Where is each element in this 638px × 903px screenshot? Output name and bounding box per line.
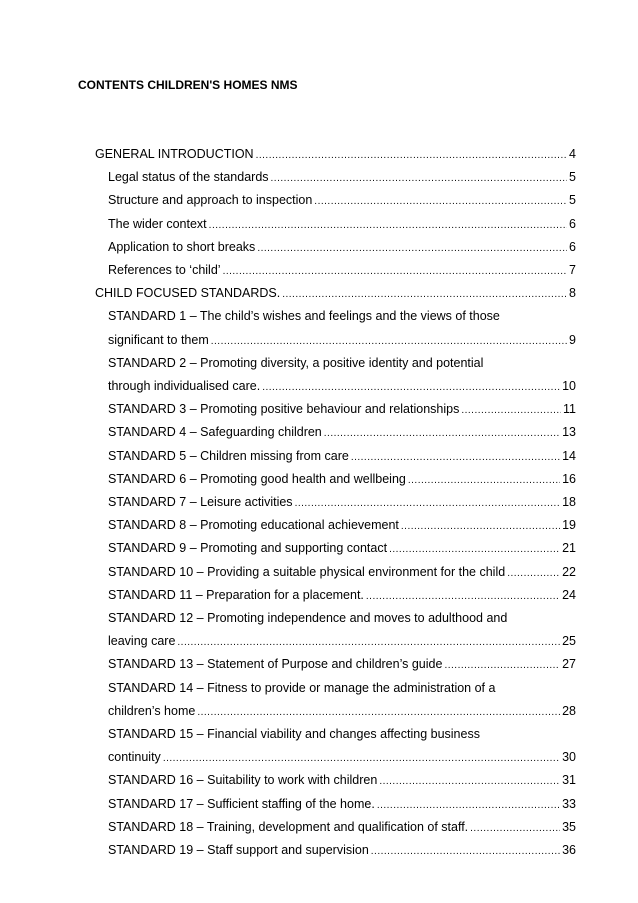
toc-entry bbox=[108, 607, 576, 629]
toc-entry bbox=[95, 282, 576, 304]
toc-entry-page: 8 bbox=[569, 286, 576, 300]
toc-entry-page: 4 bbox=[569, 147, 576, 161]
toc-entry-page: 6 bbox=[569, 240, 576, 254]
toc-entry-page: 5 bbox=[569, 193, 576, 207]
dot-leader bbox=[351, 447, 560, 469]
toc-entry-page: 25 bbox=[562, 634, 576, 648]
dot-leader bbox=[470, 818, 560, 840]
toc-entry-title: leaving care bbox=[108, 634, 176, 648]
toc-entry bbox=[108, 700, 576, 722]
toc-entry-title: STANDARD 17 – Sufficient staffing of the home. bbox=[108, 797, 375, 811]
dot-leader bbox=[197, 702, 560, 724]
toc-entry bbox=[108, 769, 576, 791]
toc-entry-title: Application to short breaks bbox=[108, 240, 256, 254]
toc-entry bbox=[108, 421, 576, 443]
page-title: CONTENTS CHILDREN'S HOMES NMS bbox=[78, 78, 298, 92]
toc-entry bbox=[108, 561, 576, 583]
toc-entry-page: 7 bbox=[569, 263, 576, 277]
toc-entry bbox=[95, 143, 576, 165]
toc-entry-page: 16 bbox=[562, 472, 576, 486]
toc-entry-page: 27 bbox=[562, 657, 576, 671]
toc-entry-page: 19 bbox=[562, 518, 576, 532]
dot-leader bbox=[461, 400, 561, 422]
toc-entry-title: STANDARD 4 – Safeguarding children bbox=[108, 425, 322, 439]
dot-leader bbox=[366, 586, 560, 608]
dot-leader bbox=[408, 470, 560, 492]
toc-entry bbox=[108, 746, 576, 768]
toc-entry bbox=[108, 468, 576, 490]
toc-entry-title: CHILD FOCUSED STANDARDS. bbox=[95, 286, 281, 300]
toc-entry bbox=[108, 816, 576, 838]
dot-leader bbox=[177, 632, 560, 654]
toc-entry bbox=[108, 166, 576, 188]
toc-entry bbox=[108, 445, 576, 467]
dot-leader bbox=[507, 563, 560, 585]
toc-entry-title: STANDARD 11 – Preparation for a placement. bbox=[108, 588, 364, 602]
toc-entry bbox=[108, 653, 576, 675]
toc-entry-page: 30 bbox=[562, 750, 576, 764]
toc-entry bbox=[108, 352, 576, 374]
toc-entry-title: STANDARD 2 – Promoting diversity, a positive identity and potential bbox=[108, 356, 484, 370]
toc-entry-page: 24 bbox=[562, 588, 576, 602]
toc-entry-title: STANDARD 1 – The child’s wishes and feelings and the views of those bbox=[108, 309, 500, 323]
toc-entry-title: The wider context bbox=[108, 217, 207, 231]
dot-leader bbox=[211, 331, 567, 353]
toc-entry bbox=[108, 514, 576, 536]
dot-leader bbox=[377, 795, 560, 817]
dot-leader bbox=[209, 215, 567, 237]
toc-entry-page: 21 bbox=[562, 541, 576, 555]
toc-entry-title: STANDARD 7 – Leisure activities bbox=[108, 495, 293, 509]
toc-entry bbox=[108, 189, 576, 211]
toc-entry-title: GENERAL INTRODUCTION bbox=[95, 147, 254, 161]
toc-entry bbox=[108, 491, 576, 513]
toc-entry-title: STANDARD 15 – Financial viability and changes affecting business bbox=[108, 727, 480, 741]
toc-entry-title: STANDARD 16 – Suitability to work with children bbox=[108, 773, 378, 787]
toc-entry-page: 35 bbox=[562, 820, 576, 834]
toc-entry-title: STANDARD 10 – Providing a suitable physical environment for the child bbox=[108, 565, 506, 579]
dot-leader bbox=[271, 168, 568, 190]
toc-entry-title: through individualised care. bbox=[108, 379, 261, 393]
toc-entry bbox=[108, 398, 576, 420]
toc-entry bbox=[108, 375, 576, 397]
dot-leader bbox=[262, 377, 560, 399]
toc-entry-title: STANDARD 3 – Promoting positive behaviour and relationships bbox=[108, 402, 460, 416]
toc-entry-page: 28 bbox=[562, 704, 576, 718]
toc-entry-page: 14 bbox=[562, 449, 576, 463]
dot-leader bbox=[295, 493, 561, 515]
toc-entry bbox=[108, 236, 576, 258]
toc-entry-title: STANDARD 19 – Staff support and supervision bbox=[108, 843, 369, 857]
toc-entry bbox=[108, 305, 576, 327]
toc-entry-page: 13 bbox=[562, 425, 576, 439]
toc-entry-title: STANDARD 18 – Training, development and qualification of staff. bbox=[108, 820, 469, 834]
toc-entry bbox=[108, 839, 576, 861]
toc-entry bbox=[108, 677, 576, 699]
toc-entry-title: References to ‘child’ bbox=[108, 263, 221, 277]
toc-entry-title: STANDARD 8 – Promoting educational achievement bbox=[108, 518, 399, 532]
toc-entry-title: significant to them bbox=[108, 333, 209, 347]
toc-entry-title: STANDARD 5 – Children missing from care bbox=[108, 449, 349, 463]
toc-entry-page: 31 bbox=[562, 773, 576, 787]
dot-leader bbox=[444, 655, 560, 677]
dot-leader bbox=[282, 284, 567, 306]
dot-leader bbox=[223, 261, 567, 283]
dot-leader bbox=[257, 238, 567, 260]
toc-entry-title: STANDARD 6 – Promoting good health and wellbeing bbox=[108, 472, 406, 486]
toc-entry-title: STANDARD 14 – Fitness to provide or manage the administration of a bbox=[108, 681, 496, 695]
toc-entry bbox=[108, 329, 576, 351]
toc-entry-title: Legal status of the standards bbox=[108, 170, 269, 184]
toc-entry-page: 22 bbox=[562, 565, 576, 579]
toc-entry bbox=[108, 793, 576, 815]
toc-entry-title: STANDARD 13 – Statement of Purpose and children’s guide bbox=[108, 657, 443, 671]
toc-entry bbox=[108, 537, 576, 559]
toc-entry-page: 9 bbox=[569, 333, 576, 347]
toc-entry-page: 18 bbox=[562, 495, 576, 509]
toc-entry-page: 10 bbox=[562, 379, 576, 393]
toc-entry-title: continuity bbox=[108, 750, 161, 764]
dot-leader bbox=[379, 771, 560, 793]
toc-entry-title: Structure and approach to inspection bbox=[108, 193, 313, 207]
toc-entry-page: 11 bbox=[563, 402, 576, 416]
toc-entry-page: 5 bbox=[569, 170, 576, 184]
toc-entry bbox=[108, 259, 576, 281]
toc-entry-title: STANDARD 12 – Promoting independence and moves to adulthood and bbox=[108, 611, 508, 625]
dot-leader bbox=[163, 748, 560, 770]
dot-leader bbox=[371, 841, 560, 863]
toc-entry bbox=[108, 630, 576, 652]
dot-leader bbox=[256, 145, 567, 167]
toc-entry-page: 6 bbox=[569, 217, 576, 231]
toc-entry-title: STANDARD 9 – Promoting and supporting contact bbox=[108, 541, 388, 555]
toc-entry-page: 36 bbox=[562, 843, 576, 857]
dot-leader bbox=[314, 191, 567, 213]
toc-entry bbox=[108, 584, 576, 606]
dot-leader bbox=[324, 423, 560, 445]
toc-entry bbox=[108, 213, 576, 235]
toc-entry-page: 33 bbox=[562, 797, 576, 811]
dot-leader bbox=[401, 516, 560, 538]
toc-entry-title: children’s home bbox=[108, 704, 196, 718]
toc-entry bbox=[108, 723, 576, 745]
dot-leader bbox=[389, 539, 560, 561]
